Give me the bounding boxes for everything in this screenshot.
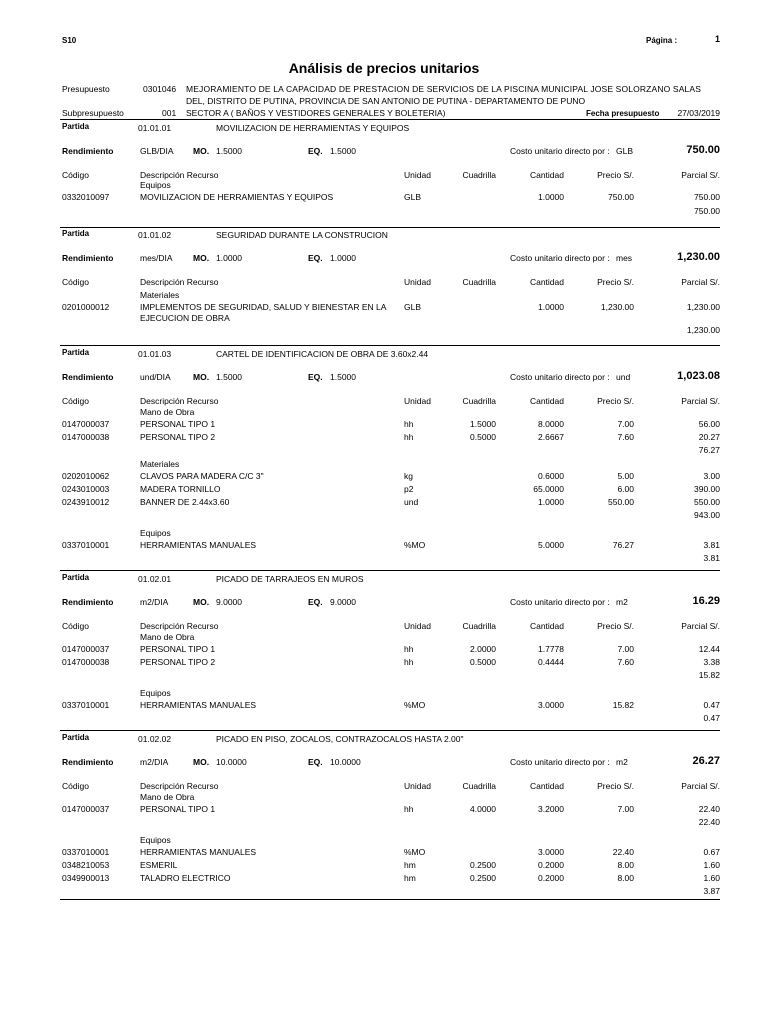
group-subtotal: 1,230.00 (686, 325, 720, 335)
row-precio: 5.00 (617, 471, 634, 481)
mo-label: MO. (193, 372, 210, 382)
mo-label: MO. (193, 757, 210, 767)
row-cantidad: 0.4444 (538, 657, 564, 667)
header-divider (60, 119, 720, 120)
row-unit: und (404, 497, 419, 507)
row-precio: 15.82 (612, 700, 634, 710)
costo-label: Costo unitario directo por : (510, 253, 610, 263)
row-code: 0243910012 (62, 497, 110, 507)
partida-divider (60, 730, 720, 731)
costo-label: Costo unitario directo por : (510, 372, 610, 382)
partida-divider (60, 899, 720, 900)
partida-total: 750.00 (686, 144, 720, 156)
row-parcial: 3.00 (703, 471, 720, 481)
col-unidad: Unidad (404, 396, 431, 406)
report-code: S10 (62, 36, 77, 45)
costo-label: Costo unitario directo por : (510, 597, 610, 607)
mo-value: 1.5000 (216, 146, 242, 156)
row-precio: 22.40 (612, 847, 634, 857)
eq-value: 9.0000 (330, 597, 356, 607)
row-unit: GLB (404, 302, 422, 312)
row-code: 0337010001 (62, 847, 110, 857)
row-code: 0337010001 (62, 700, 110, 710)
col-parcial: Parcial S/. (681, 621, 720, 631)
partida-name: SEGURIDAD DURANTE LA CONSTRUCION (216, 230, 388, 240)
col-parcial: Parcial S/. (681, 781, 720, 791)
group-subtotal: 0.47 (703, 713, 720, 723)
row-description: MADERA TORNILLO (140, 484, 221, 494)
rendimiento-unit: m2/DIA (140, 757, 169, 767)
partida-label: Partida (62, 573, 90, 582)
col-cantidad: Cantidad (529, 277, 564, 287)
col-unidad: Unidad (404, 781, 431, 791)
col-descripcion: Descripción Recurso (140, 781, 219, 791)
row-precio: 8.00 (617, 860, 634, 870)
row-description: PERSONAL TIPO 1 (140, 419, 216, 429)
group-subtotal: 22.40 (698, 817, 720, 827)
eq-value: 1.5000 (330, 146, 356, 156)
mo-value: 1.5000 (216, 372, 242, 382)
presupuesto-description: MEJORAMIENTO DE LA CAPACIDAD DE PRESTACION DE SERVICIOS DE LA PISCINA MUNICIPAL JOSE SOLORZANO SALAS (186, 84, 702, 94)
mo-value: 1.0000 (216, 253, 242, 263)
row-unit: p2 (404, 484, 414, 494)
row-unit: hh (404, 657, 414, 667)
row-description: ESMERIL (140, 860, 178, 870)
row-description: MOVILIZACION DE HERRAMIENTAS Y EQUIPOS (140, 192, 334, 202)
col-descripcion: Descripción Recurso (140, 170, 219, 180)
row-description: CLAVOS PARA MADERA C/C 3" (140, 471, 264, 481)
group-title: Materiales (140, 290, 180, 300)
row-parcial: 550.00 (694, 497, 720, 507)
row-parcial: 3.38 (703, 657, 720, 667)
row-cantidad: 0.2000 (538, 860, 564, 870)
group-subtotal: 15.82 (698, 670, 720, 680)
rendimiento-label: Rendimiento (62, 372, 114, 382)
presupuesto-description-line2: DEL, DISTRITO DE PUTINA, PROVINCIA DE SAN ANTONIO DE PUTINA - DEPARTAMENTO DE PUNO (186, 96, 586, 106)
rendimiento-label: Rendimiento (62, 146, 114, 156)
rendimiento-label: Rendimiento (62, 597, 114, 607)
costo-unit: m2 (616, 597, 628, 607)
mo-label: MO. (193, 146, 210, 156)
col-parcial: Parcial S/. (681, 277, 720, 287)
row-cantidad: 3.0000 (538, 700, 564, 710)
row-cantidad: 1.7778 (538, 644, 564, 654)
rendimiento-label: Rendimiento (62, 253, 114, 263)
col-cuadrilla: Cuadrilla (462, 621, 496, 631)
partida-name: CARTEL DE IDENTIFICACION DE OBRA DE 3.60x2.44 (216, 349, 429, 359)
col-cantidad: Cantidad (529, 170, 564, 180)
eq-value: 10.0000 (330, 757, 361, 767)
col-codigo: Código (62, 396, 89, 406)
row-cantidad: 1.0000 (538, 497, 564, 507)
row-cuadrilla: 1.5000 (470, 419, 496, 429)
eq-value: 1.0000 (330, 253, 356, 263)
row-description: BANNER DE 2.44x3.60 (140, 497, 230, 507)
costo-unit: und (616, 372, 631, 382)
row-cantidad: 1.0000 (538, 302, 564, 312)
page-label: Página : (646, 36, 678, 45)
mo-value: 9.0000 (216, 597, 242, 607)
partida-code: 01.02.02 (138, 734, 172, 744)
fecha-label: Fecha presupuesto (586, 109, 660, 118)
rendimiento-label: Rendimiento (62, 757, 114, 767)
row-cantidad: 3.0000 (538, 847, 564, 857)
row-parcial: 0.47 (703, 700, 720, 710)
row-parcial: 3.81 (703, 540, 720, 550)
row-cuadrilla: 0.5000 (470, 657, 496, 667)
row-code: 0147000038 (62, 657, 110, 667)
mo-label: MO. (193, 597, 210, 607)
row-cuadrilla: 2.0000 (470, 644, 496, 654)
col-cuadrilla: Cuadrilla (462, 396, 496, 406)
group-title: Mano de Obra (140, 407, 195, 417)
row-cuadrilla: 0.2500 (470, 873, 496, 883)
row-cantidad: 8.0000 (538, 419, 564, 429)
row-precio: 8.00 (617, 873, 634, 883)
col-cuadrilla: Cuadrilla (462, 277, 496, 287)
col-descripcion: Descripción Recurso (140, 396, 219, 406)
row-parcial: 1,230.00 (686, 302, 720, 312)
row-code: 0349900013 (62, 873, 110, 883)
partida-label: Partida (62, 348, 90, 357)
group-subtotal: 3.81 (703, 553, 720, 563)
row-unit: %MO (404, 540, 426, 550)
row-description-line2: EJECUCION DE OBRA (140, 313, 230, 323)
row-unit: hh (404, 419, 414, 429)
partida-total: 1,023.08 (677, 370, 720, 382)
row-precio: 550.00 (608, 497, 634, 507)
partida-code: 01.01.02 (138, 230, 172, 240)
col-cuadrilla: Cuadrilla (462, 781, 496, 791)
row-description: TALADRO ELECTRICO (140, 873, 231, 883)
row-description: IMPLEMENTOS DE SEGURIDAD, SALUD Y BIENESTAR EN LA (140, 302, 387, 312)
row-cantidad: 5.0000 (538, 540, 564, 550)
group-title: Equipos (140, 835, 171, 845)
row-unit: hh (404, 432, 414, 442)
partida-total: 16.29 (692, 595, 720, 607)
costo-label: Costo unitario directo por : (510, 146, 610, 156)
subpresupuesto-description: SECTOR A ( BAÑOS Y VESTIDORES GENERALES Y BOLETERIA) (186, 108, 446, 118)
row-code: 0147000037 (62, 804, 110, 814)
partida-name: PICADO DE TARRAJEOS EN MUROS (216, 574, 364, 584)
row-cantidad: 3.2000 (538, 804, 564, 814)
group-title: Materiales (140, 459, 180, 469)
eq-label: EQ. (308, 146, 323, 156)
partida-name: PICADO EN PISO, ZOCALOS, CONTRAZOCALOS HASTA 2.00" (216, 734, 464, 744)
row-parcial: 22.40 (698, 804, 720, 814)
col-cantidad: Cantidad (529, 396, 564, 406)
row-precio: 1,230.00 (600, 302, 634, 312)
partida-total: 1,230.00 (677, 251, 720, 263)
mo-value: 10.0000 (216, 757, 247, 767)
group-subtotal: 76.27 (698, 445, 720, 455)
row-code: 0348210053 (62, 860, 110, 870)
partida-divider (60, 345, 720, 346)
col-parcial: Parcial S/. (681, 170, 720, 180)
presupuesto-code: 0301046 (143, 84, 177, 94)
group-subtotal: 3.87 (703, 886, 720, 896)
rendimiento-unit: GLB/DIA (140, 146, 174, 156)
fecha-value: 27/03/2019 (677, 108, 720, 118)
row-cuadrilla: 0.5000 (470, 432, 496, 442)
partida-divider (60, 227, 720, 228)
col-descripcion: Descripción Recurso (140, 621, 219, 631)
col-cantidad: Cantidad (529, 621, 564, 631)
row-description: PERSONAL TIPO 1 (140, 644, 216, 654)
col-precio: Precio S/. (597, 396, 634, 406)
row-code: 0243010003 (62, 484, 110, 494)
col-unidad: Unidad (404, 277, 431, 287)
eq-label: EQ. (308, 757, 323, 767)
row-cantidad: 0.6000 (538, 471, 564, 481)
row-unit: kg (404, 471, 413, 481)
row-parcial: 750.00 (694, 192, 720, 202)
partida-code: 01.02.01 (138, 574, 172, 584)
row-description: HERRAMIENTAS MANUALES (140, 847, 257, 857)
partida-code: 01.01.03 (138, 349, 172, 359)
eq-value: 1.5000 (330, 372, 356, 382)
eq-label: EQ. (308, 597, 323, 607)
row-cantidad: 0.2000 (538, 873, 564, 883)
col-precio: Precio S/. (597, 621, 634, 631)
col-unidad: Unidad (404, 170, 431, 180)
partida-label: Partida (62, 229, 90, 238)
col-codigo: Código (62, 170, 89, 180)
row-parcial: 1.60 (703, 860, 720, 870)
mo-label: MO. (193, 253, 210, 263)
row-precio: 6.00 (617, 484, 634, 494)
row-cantidad: 1.0000 (538, 192, 564, 202)
group-title: Mano de Obra (140, 632, 195, 642)
row-precio: 750.00 (608, 192, 634, 202)
row-cuadrilla: 0.2500 (470, 860, 496, 870)
costo-unit: mes (616, 253, 633, 263)
presupuesto-label: Presupuesto (62, 84, 110, 94)
eq-label: EQ. (308, 372, 323, 382)
costo-unit: GLB (616, 146, 634, 156)
col-parcial: Parcial S/. (681, 396, 720, 406)
costo-unit: m2 (616, 757, 628, 767)
page-title: Análisis de precios unitarios (288, 60, 480, 76)
row-code: 0147000038 (62, 432, 110, 442)
rendimiento-unit: m2/DIA (140, 597, 169, 607)
col-precio: Precio S/. (597, 781, 634, 791)
row-code: 0337010001 (62, 540, 110, 550)
group-subtotal: 750.00 (694, 206, 720, 216)
row-precio: 76.27 (612, 540, 634, 550)
row-precio: 7.60 (617, 657, 634, 667)
partida-label: Partida (62, 122, 90, 131)
row-code: 0332010097 (62, 192, 110, 202)
row-unit: GLB (404, 192, 422, 202)
group-title: Mano de Obra (140, 792, 195, 802)
partida-code: 01.01.01 (138, 123, 172, 133)
partida-total: 26.27 (692, 755, 720, 767)
row-code: 0147000037 (62, 644, 110, 654)
row-cantidad: 65.0000 (533, 484, 564, 494)
col-cuadrilla: Cuadrilla (462, 170, 496, 180)
partida-divider (60, 570, 720, 571)
col-codigo: Código (62, 277, 89, 287)
rendimiento-unit: mes/DIA (140, 253, 173, 263)
row-description: PERSONAL TIPO 2 (140, 657, 216, 667)
row-unit: %MO (404, 847, 426, 857)
row-precio: 7.00 (617, 644, 634, 654)
col-precio: Precio S/. (597, 170, 634, 180)
subpresupuesto-label: Subpresupuesto (62, 108, 124, 118)
row-precio: 7.00 (617, 419, 634, 429)
col-codigo: Código (62, 781, 89, 791)
row-parcial: 20.27 (698, 432, 720, 442)
subpresupuesto-code: 001 (162, 108, 177, 118)
row-unit: hm (404, 873, 416, 883)
col-codigo: Código (62, 621, 89, 631)
row-cuadrilla: 4.0000 (470, 804, 496, 814)
group-title: Equipos (140, 688, 171, 698)
group-subtotal: 943.00 (694, 510, 720, 520)
row-precio: 7.00 (617, 804, 634, 814)
eq-label: EQ. (308, 253, 323, 263)
col-precio: Precio S/. (597, 277, 634, 287)
row-parcial: 56.00 (698, 419, 720, 429)
partida-name: MOVILIZACION DE HERRAMIENTAS Y EQUIPOS (216, 123, 410, 133)
row-parcial: 12.44 (698, 644, 720, 654)
row-precio: 7.60 (617, 432, 634, 442)
page-number: 1 (714, 34, 720, 44)
group-title: Equipos (140, 180, 171, 190)
row-parcial: 0.67 (703, 847, 720, 857)
row-code: 0147000037 (62, 419, 110, 429)
row-unit: hm (404, 860, 416, 870)
col-unidad: Unidad (404, 621, 431, 631)
row-description: HERRAMIENTAS MANUALES (140, 540, 257, 550)
row-parcial: 1.60 (703, 873, 720, 883)
group-title: Equipos (140, 528, 171, 538)
row-description: PERSONAL TIPO 1 (140, 804, 216, 814)
col-descripcion: Descripción Recurso (140, 277, 219, 287)
row-unit: %MO (404, 700, 426, 710)
rendimiento-unit: und/DIA (140, 372, 171, 382)
row-description: PERSONAL TIPO 2 (140, 432, 216, 442)
row-description: HERRAMIENTAS MANUALES (140, 700, 257, 710)
row-unit: hh (404, 804, 414, 814)
row-parcial: 390.00 (694, 484, 720, 494)
partida-label: Partida (62, 733, 90, 742)
row-code: 0202010062 (62, 471, 110, 481)
col-cantidad: Cantidad (529, 781, 564, 791)
row-code: 0201000012 (62, 302, 110, 312)
costo-label: Costo unitario directo por : (510, 757, 610, 767)
row-unit: hh (404, 644, 414, 654)
row-cantidad: 2.6667 (538, 432, 564, 442)
